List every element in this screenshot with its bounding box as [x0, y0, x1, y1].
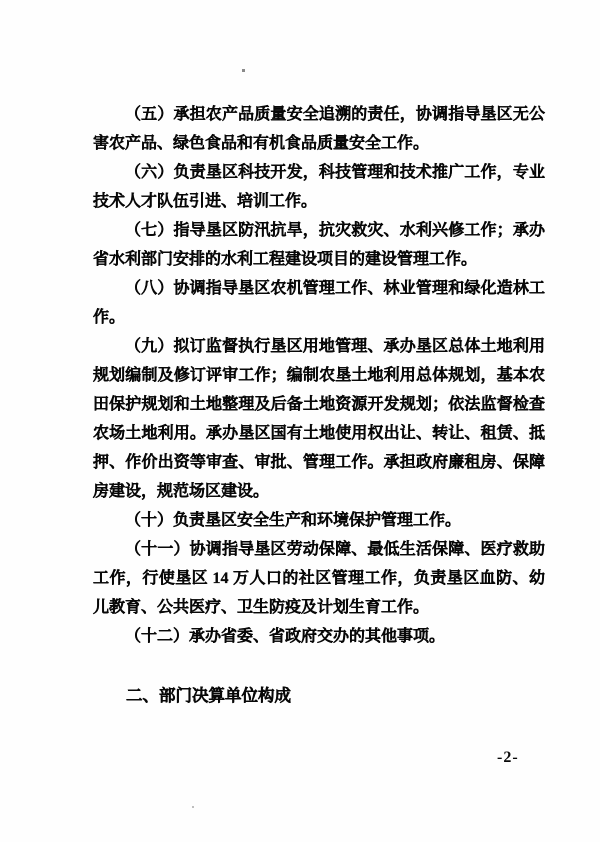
paragraph-item-5: （五）承担农产品质量安全追溯的责任，协调指导垦区无公害农产品、绿色食品和有机食品质量安全工作。: [93, 106, 545, 152]
paragraph-item-10: （十）负责垦区安全生产和环境保护管理工作。: [125, 512, 462, 529]
paragraph-item-8: （八）协调指导垦区农机管理工作、林业管理和绿化造林工作。: [93, 280, 545, 326]
paragraph-item-6: （六）负责垦区科技开发，科技管理和技术推广工作，专业技术人才队伍引进、培训工作。: [93, 164, 545, 210]
paragraph-item-12: （十二）承办省委、省政府交办的其他事项。: [125, 628, 446, 645]
page-number: -2-: [497, 749, 519, 766]
document-body: [93, 100, 545, 710]
paragraph-item-9: （九）拟订监督执行垦区用地管理、承办垦区总体土地利用规划编制及修订评审工作；编制农垦土地利用总体规划，基本农田保护规划和土地整理及后备土地资源开发规划；依法监督检查农场土地利用。承办垦区国有土地使用权出让、转让、租赁、抵押、作价出资等审查、审批、管理工作。承担政府廉租房、保障房建设，规范场区建设。: [93, 338, 545, 500]
paragraph-item-11: （十一）协调指导垦区劳动保障、最低生活保障、医疗救助工作，行使垦区 14 万人口的社区管理工作，负责垦区血防、幼儿教育、公共医疗、卫生防疫及计划生育工作。: [93, 541, 545, 616]
section-heading: 二、部门决算单位构成: [126, 686, 291, 705]
scan-speck-icon: [242, 69, 245, 72]
scan-speck-icon: [192, 806, 194, 808]
paragraph-item-7: （七）指导垦区防汛抗旱，抗灾救灾、水利兴修工作；承办省水利部门安排的水利工程建设项目的建设管理工作。: [93, 222, 545, 268]
